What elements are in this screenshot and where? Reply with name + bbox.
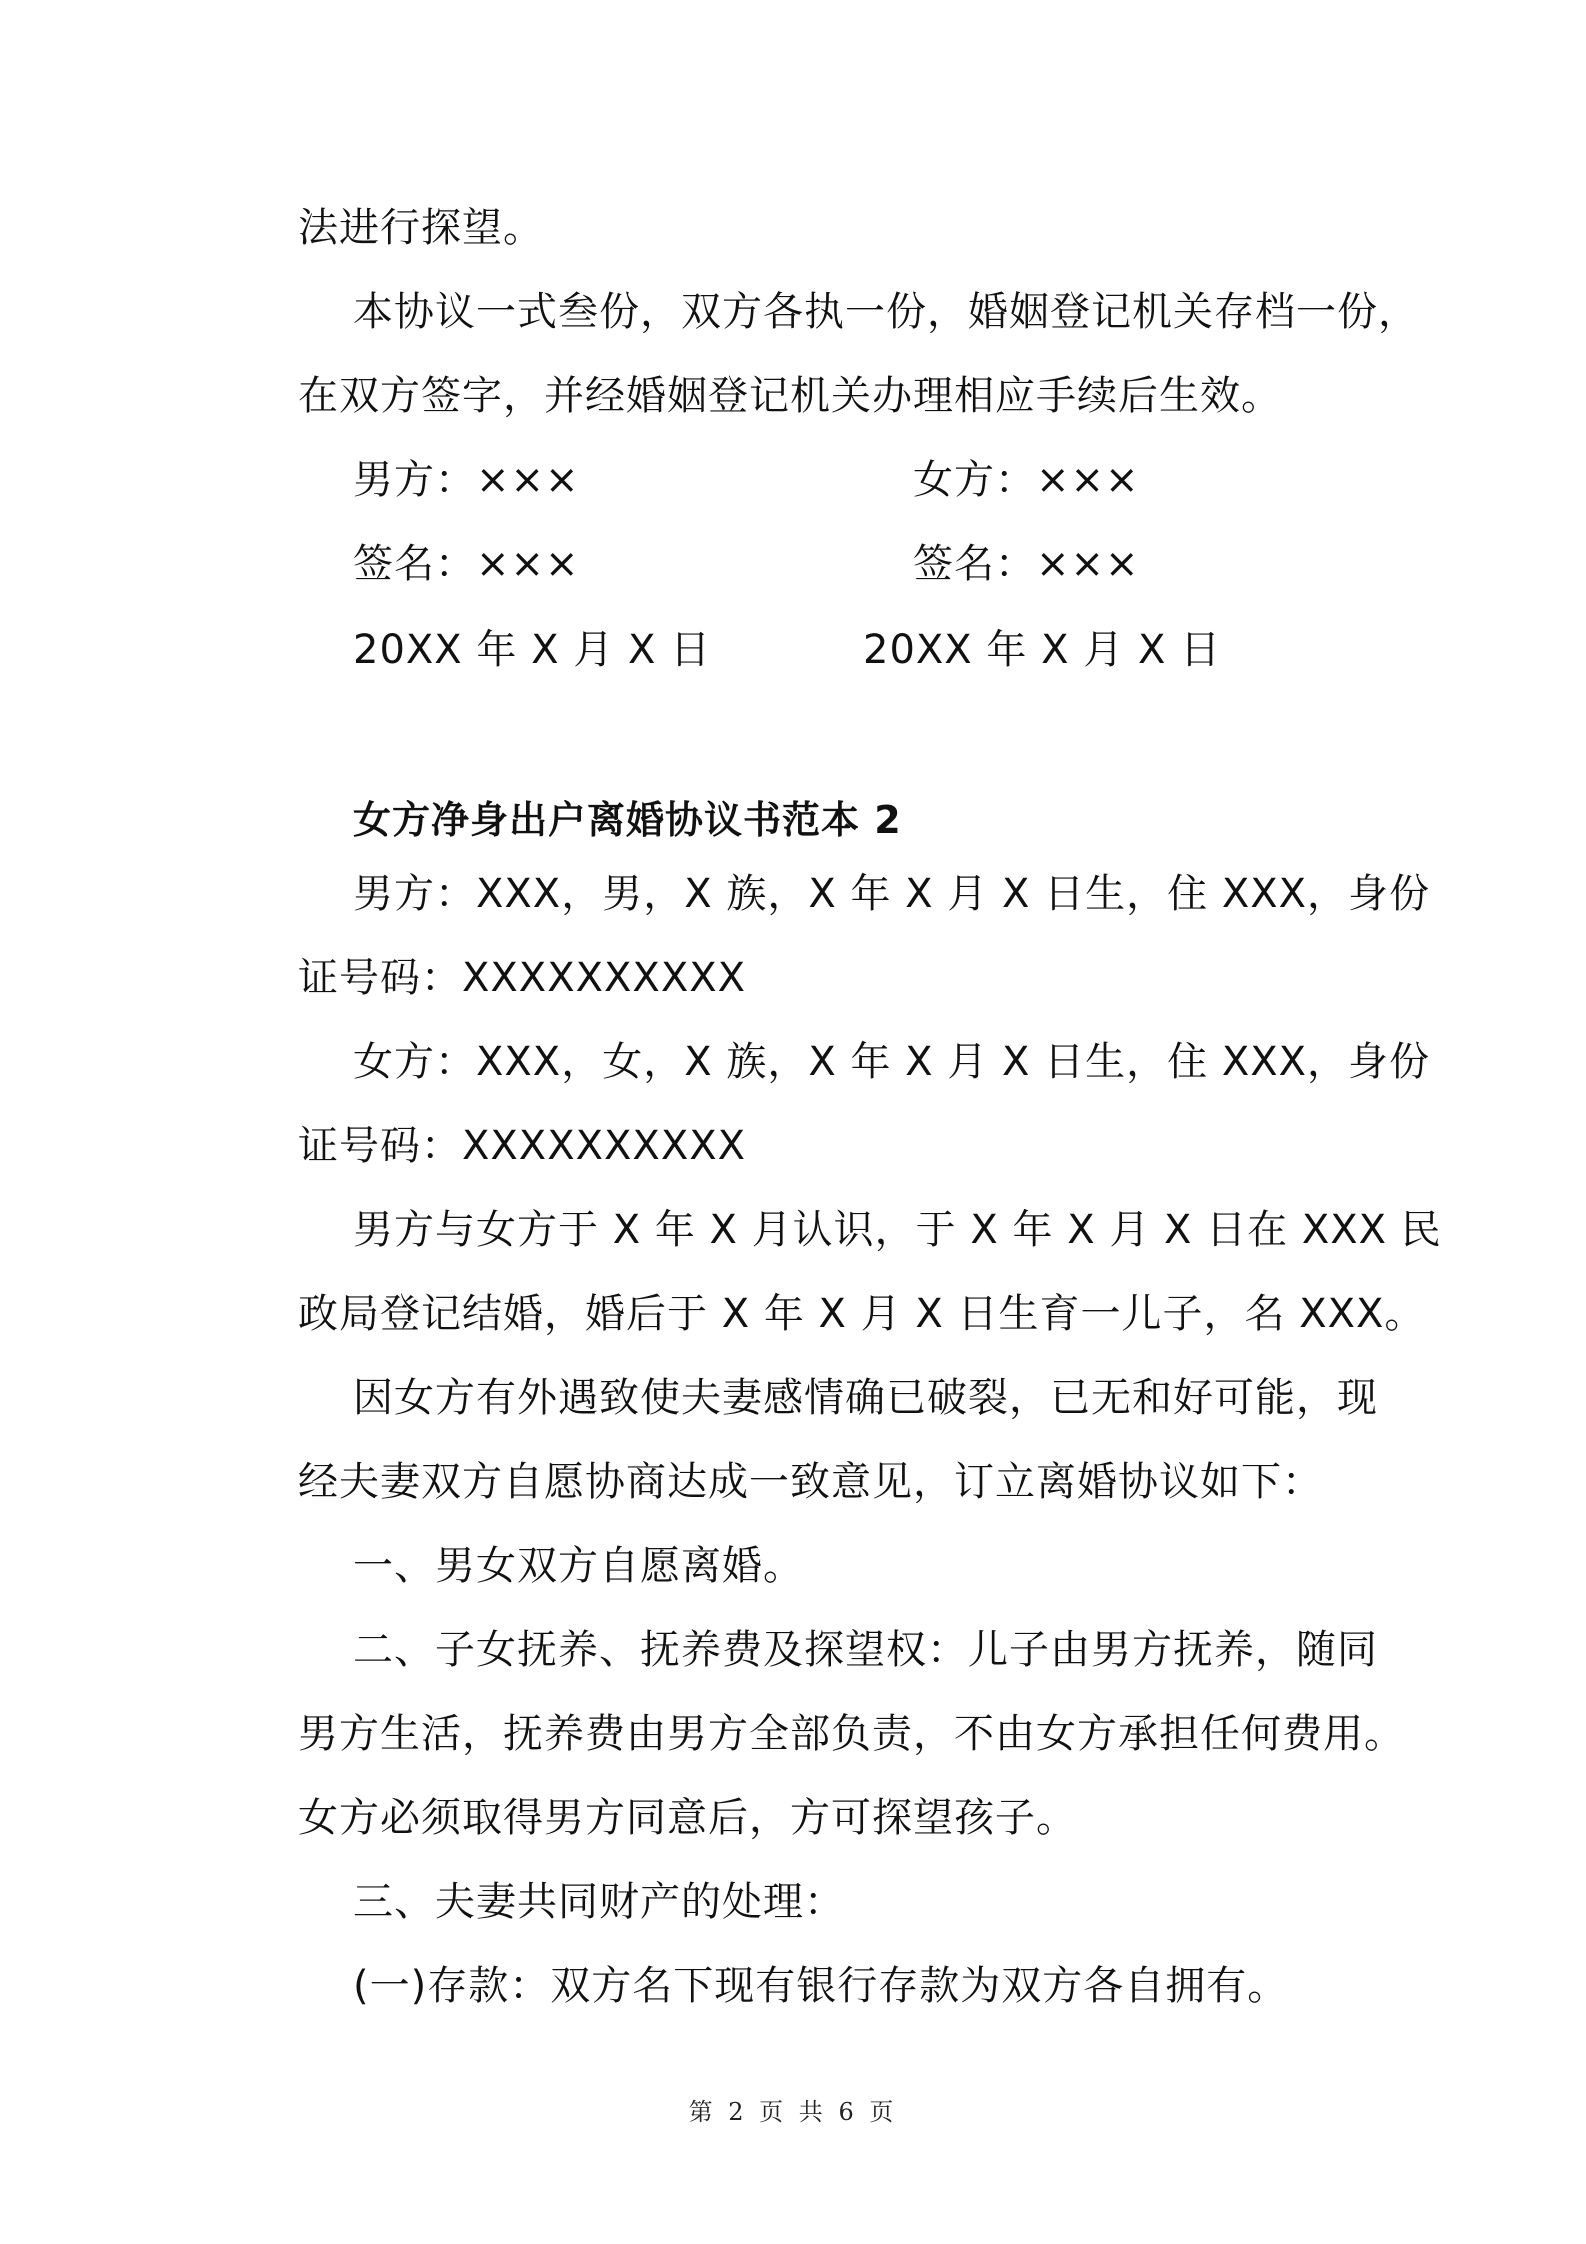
- paragraph-line: 经夫妻双方自愿协商达成一致意见，订立离婚协议如下：: [298, 1459, 1323, 1505]
- paragraph-line: 男方生活，抚养费由男方全部负责，不由女方承担任何费用。: [298, 1711, 1405, 1757]
- paragraph-line: 女方必须取得男方同意后，方可探望孩子。: [298, 1795, 1077, 1841]
- female-party-label: 女方：×××: [913, 457, 1140, 503]
- paragraph-line: 政局登记结婚，婚后于 X 年 X 月 X 日生育一儿子，名 XXX。: [298, 1291, 1426, 1337]
- paragraph-line: 在双方签字，并经婚姻登记机关办理相应手续后生效。: [298, 373, 1282, 419]
- male-signature-line: 签名：×××: [353, 541, 580, 587]
- paragraph-line: 男方与女方于 X 年 X 月认识，于 X 年 X 月 X 日在 XXX 民: [353, 1207, 1442, 1253]
- paragraph-line: 女方：XXX，女，X 族，X 年 X 月 X 日生，住 XXX，身份: [353, 1039, 1431, 1085]
- paragraph-line: 因女方有外遇致使夫妻感情确已破裂，已无和好可能，现: [353, 1375, 1378, 1421]
- clause-line: (一)存款：双方名下现有银行存款为双方各自拥有。: [353, 1963, 1289, 2009]
- female-signature-line: 签名：×××: [913, 541, 1140, 587]
- paragraph-line: 证号码：XXXXXXXXXX: [298, 955, 747, 1001]
- male-date: 20XX 年 X 月 X 日: [353, 627, 712, 673]
- paragraph-line: 证号码：XXXXXXXXXX: [298, 1123, 747, 1169]
- section-title: 女方净身出户离婚协议书范本 2: [353, 798, 902, 842]
- page-indicator: 第 2 页 共 6 页: [688, 2098, 898, 2126]
- female-date: 20XX 年 X 月 X 日: [863, 627, 1222, 673]
- paragraph-line: 法进行探望。: [298, 205, 544, 251]
- paragraph-line: 本协议一式叁份，双方各执一份，婚姻登记机关存档一份，: [353, 289, 1419, 335]
- clause-line: 一、男女双方自愿离婚。: [353, 1543, 804, 1589]
- paragraph-line: 男方：XXX，男，X 族，X 年 X 月 X 日生，住 XXX，身份: [353, 871, 1431, 917]
- male-party-label: 男方：×××: [353, 457, 580, 503]
- clause-line: 三、夫妻共同财产的处理：: [353, 1879, 845, 1925]
- clause-line: 二、子女抚养、抚养费及探望权：儿子由男方抚养，随同: [353, 1627, 1378, 1673]
